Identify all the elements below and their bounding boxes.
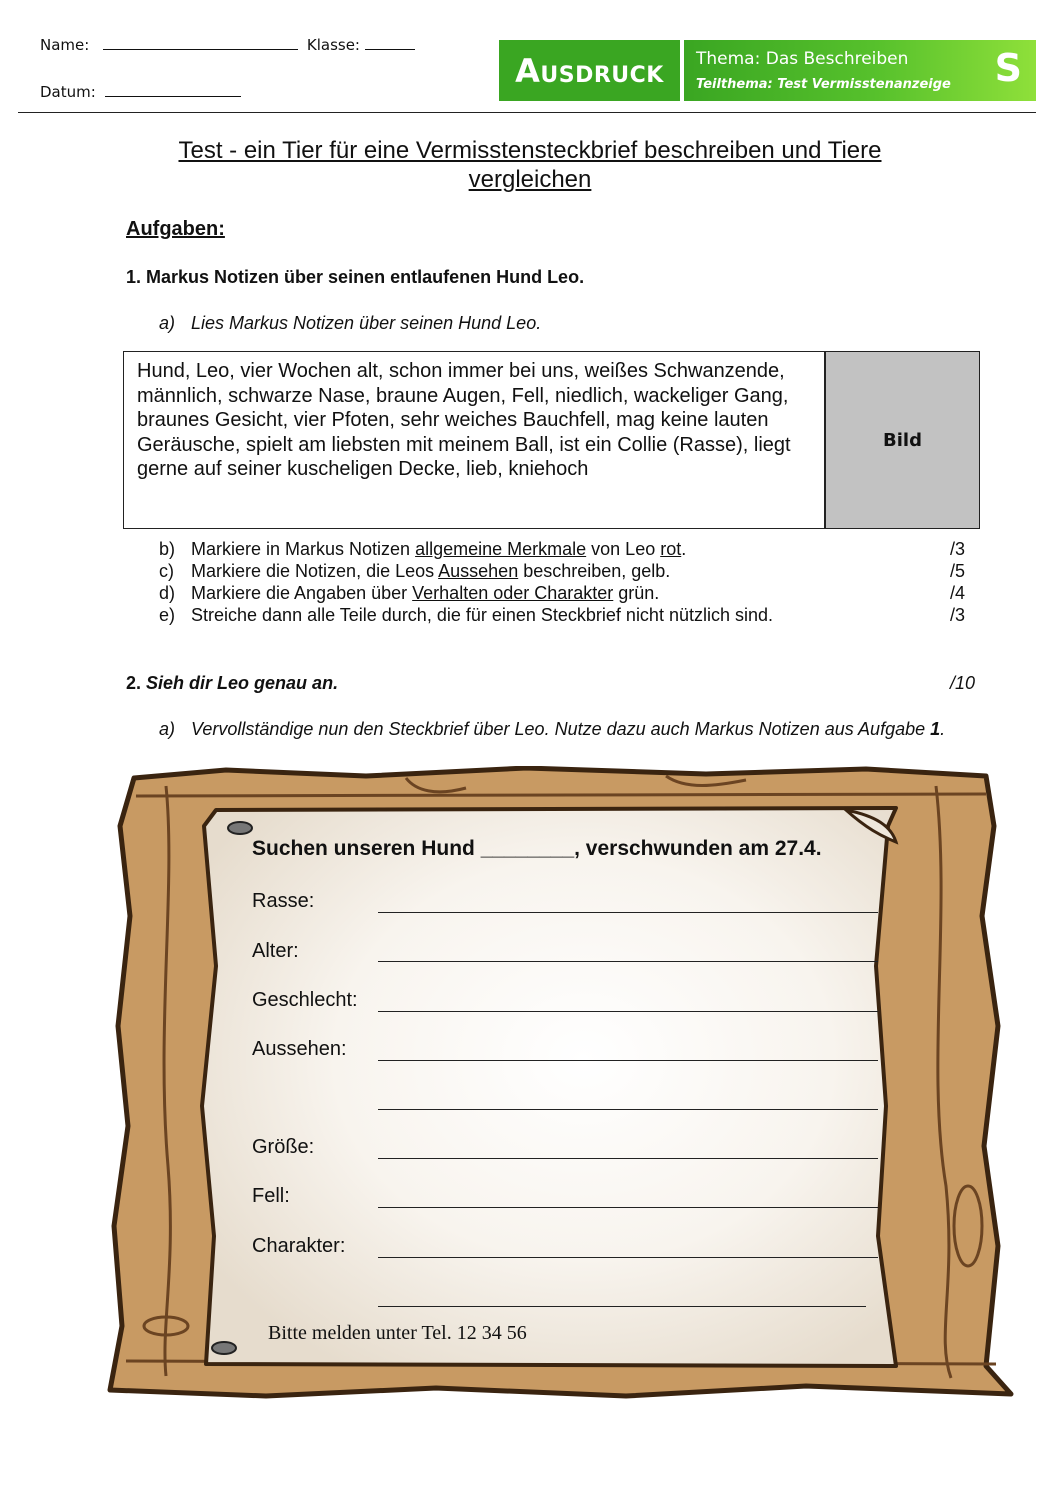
subtask-label: c) — [159, 561, 174, 581]
subtask-text: . — [681, 539, 687, 559]
subtask-points: /3 — [949, 539, 965, 559]
subtask-points: /4 — [949, 583, 965, 603]
tasks-heading: Aufgaben: — [126, 218, 225, 240]
ausdruck-logo: Ausdruck — [499, 40, 680, 101]
task2-a-label: a) — [159, 719, 176, 739]
class-label: Klasse: — [306, 36, 360, 54]
poster-headline: Suchen unseren Hund ________, verschwunden am 27.4. — [252, 837, 822, 860]
task2-heading — [126, 673, 975, 694]
subtask-b — [159, 539, 965, 560]
field-line-fell[interactable] — [378, 1207, 878, 1208]
task2-number: 2. — [126, 673, 142, 693]
name-blank[interactable] — [103, 35, 298, 50]
field-line-rasse[interactable] — [378, 912, 878, 913]
task2-title: Sieh dir Leo genau an. — [146, 673, 339, 693]
task1-a-label: a) — [159, 313, 176, 333]
subtask-text: Streiche dann alle Teile durch, die für einen Steckbrief nicht nützlich sind. — [191, 605, 774, 625]
subtask-d — [159, 583, 965, 604]
wooden-board-illustration — [106, 766, 1016, 1400]
subtask-underline: Verhalten oder Charakter — [412, 583, 614, 603]
subtask-text: Markiere die Notizen, die Leos — [191, 561, 439, 581]
task2-a-text: Vervollständige nun den Steckbrief über Leo. Nutze dazu auch Markus Notizen aus Aufgabe — [191, 719, 931, 739]
subtask-e — [159, 605, 965, 626]
banner-topic: Thema: Das Beschreiben — [696, 49, 909, 69]
subtask-c — [159, 561, 965, 582]
subtask-text: grün. — [613, 583, 660, 603]
image-label: Bild — [883, 429, 922, 451]
task2-points: /10 — [949, 673, 975, 693]
contact-phone: Bitte melden unter Tel. 12 34 56 — [268, 1322, 527, 1344]
date-label: Datum: — [40, 83, 96, 101]
field-line-aussehen[interactable] — [378, 1060, 878, 1061]
subtask-label: b) — [159, 539, 176, 559]
task1-heading: 1. Markus Notizen über seinen entlaufenen Hund Leo. — [126, 267, 585, 287]
date-blank[interactable] — [105, 82, 241, 97]
subtask-underline: Aussehen — [438, 561, 519, 581]
image-placeholder — [825, 351, 980, 529]
subtask-text: Markiere in Markus Notizen — [191, 539, 416, 559]
task1-a-text: Lies Markus Notizen über seinen Hund Leo. — [191, 313, 542, 333]
subtask-points: /5 — [949, 561, 965, 581]
task2-a — [159, 718, 949, 741]
notes-box: Hund, Leo, vier Wochen alt, schon immer bei uns, weißes Schwanzende, männlich, schwarze Nase, braune Augen, Fell, niedlich, wackeliger Gang, braunes Gesicht, vier Pfoten, sehr weiches Bauchfell, mag keine lauten Geräusche, spielt am liebsten mit meinem Ball, ist ein Collie (Rasse), liegt gerne auf seiner kuscheligen Decke, lieb, kniehoch — [123, 351, 825, 529]
field-line-alter[interactable] — [378, 961, 878, 962]
nail-icon — [212, 1342, 236, 1354]
field-label: Rasse: — [252, 890, 315, 912]
class-blank[interactable] — [365, 35, 415, 50]
task2-a-text-end: . — [940, 719, 946, 739]
subtask-underline: allgemeine Merkmale — [415, 539, 587, 559]
page-title: Test - ein Tier für eine Vermisstensteckbrief beschreiben und Tiere vergleichen — [178, 137, 882, 193]
header-divider — [18, 112, 1036, 113]
field-line-groesse[interactable] — [378, 1158, 878, 1159]
field-label: Charakter: — [252, 1235, 346, 1257]
field-line-charakter[interactable] — [378, 1257, 878, 1258]
subtask-label: d) — [159, 583, 176, 603]
banner-subtopic: Teilthema: Test Vermisstenanzeige — [696, 77, 951, 92]
subtask-label: e) — [159, 605, 176, 625]
banner-level-letter: S — [994, 46, 1022, 90]
field-label: Aussehen: — [252, 1038, 347, 1060]
field-label: Geschlecht: — [252, 989, 358, 1011]
nail-icon — [228, 822, 252, 834]
date-field[interactable] — [40, 82, 241, 101]
field-label: Fell: — [252, 1185, 290, 1207]
subtask-underline: rot — [660, 539, 682, 559]
subtask-text: von Leo — [586, 539, 661, 559]
field-line-geschlecht[interactable] — [378, 1011, 878, 1012]
topic-banner — [499, 40, 1036, 101]
name-field[interactable] — [40, 35, 415, 54]
task2-a-bold: 1 — [930, 719, 941, 739]
field-line-charakter-2[interactable] — [378, 1306, 866, 1307]
name-label: Name: — [40, 36, 90, 54]
subtask-text: beschreiben, gelb. — [518, 561, 671, 581]
field-label: Alter: — [252, 940, 299, 962]
subtask-points: /3 — [949, 605, 965, 625]
task1-a — [159, 313, 541, 334]
field-label: Größe: — [252, 1136, 315, 1158]
subtask-text: Markiere die Angaben über — [191, 583, 413, 603]
field-line-aussehen-2[interactable] — [378, 1109, 878, 1110]
